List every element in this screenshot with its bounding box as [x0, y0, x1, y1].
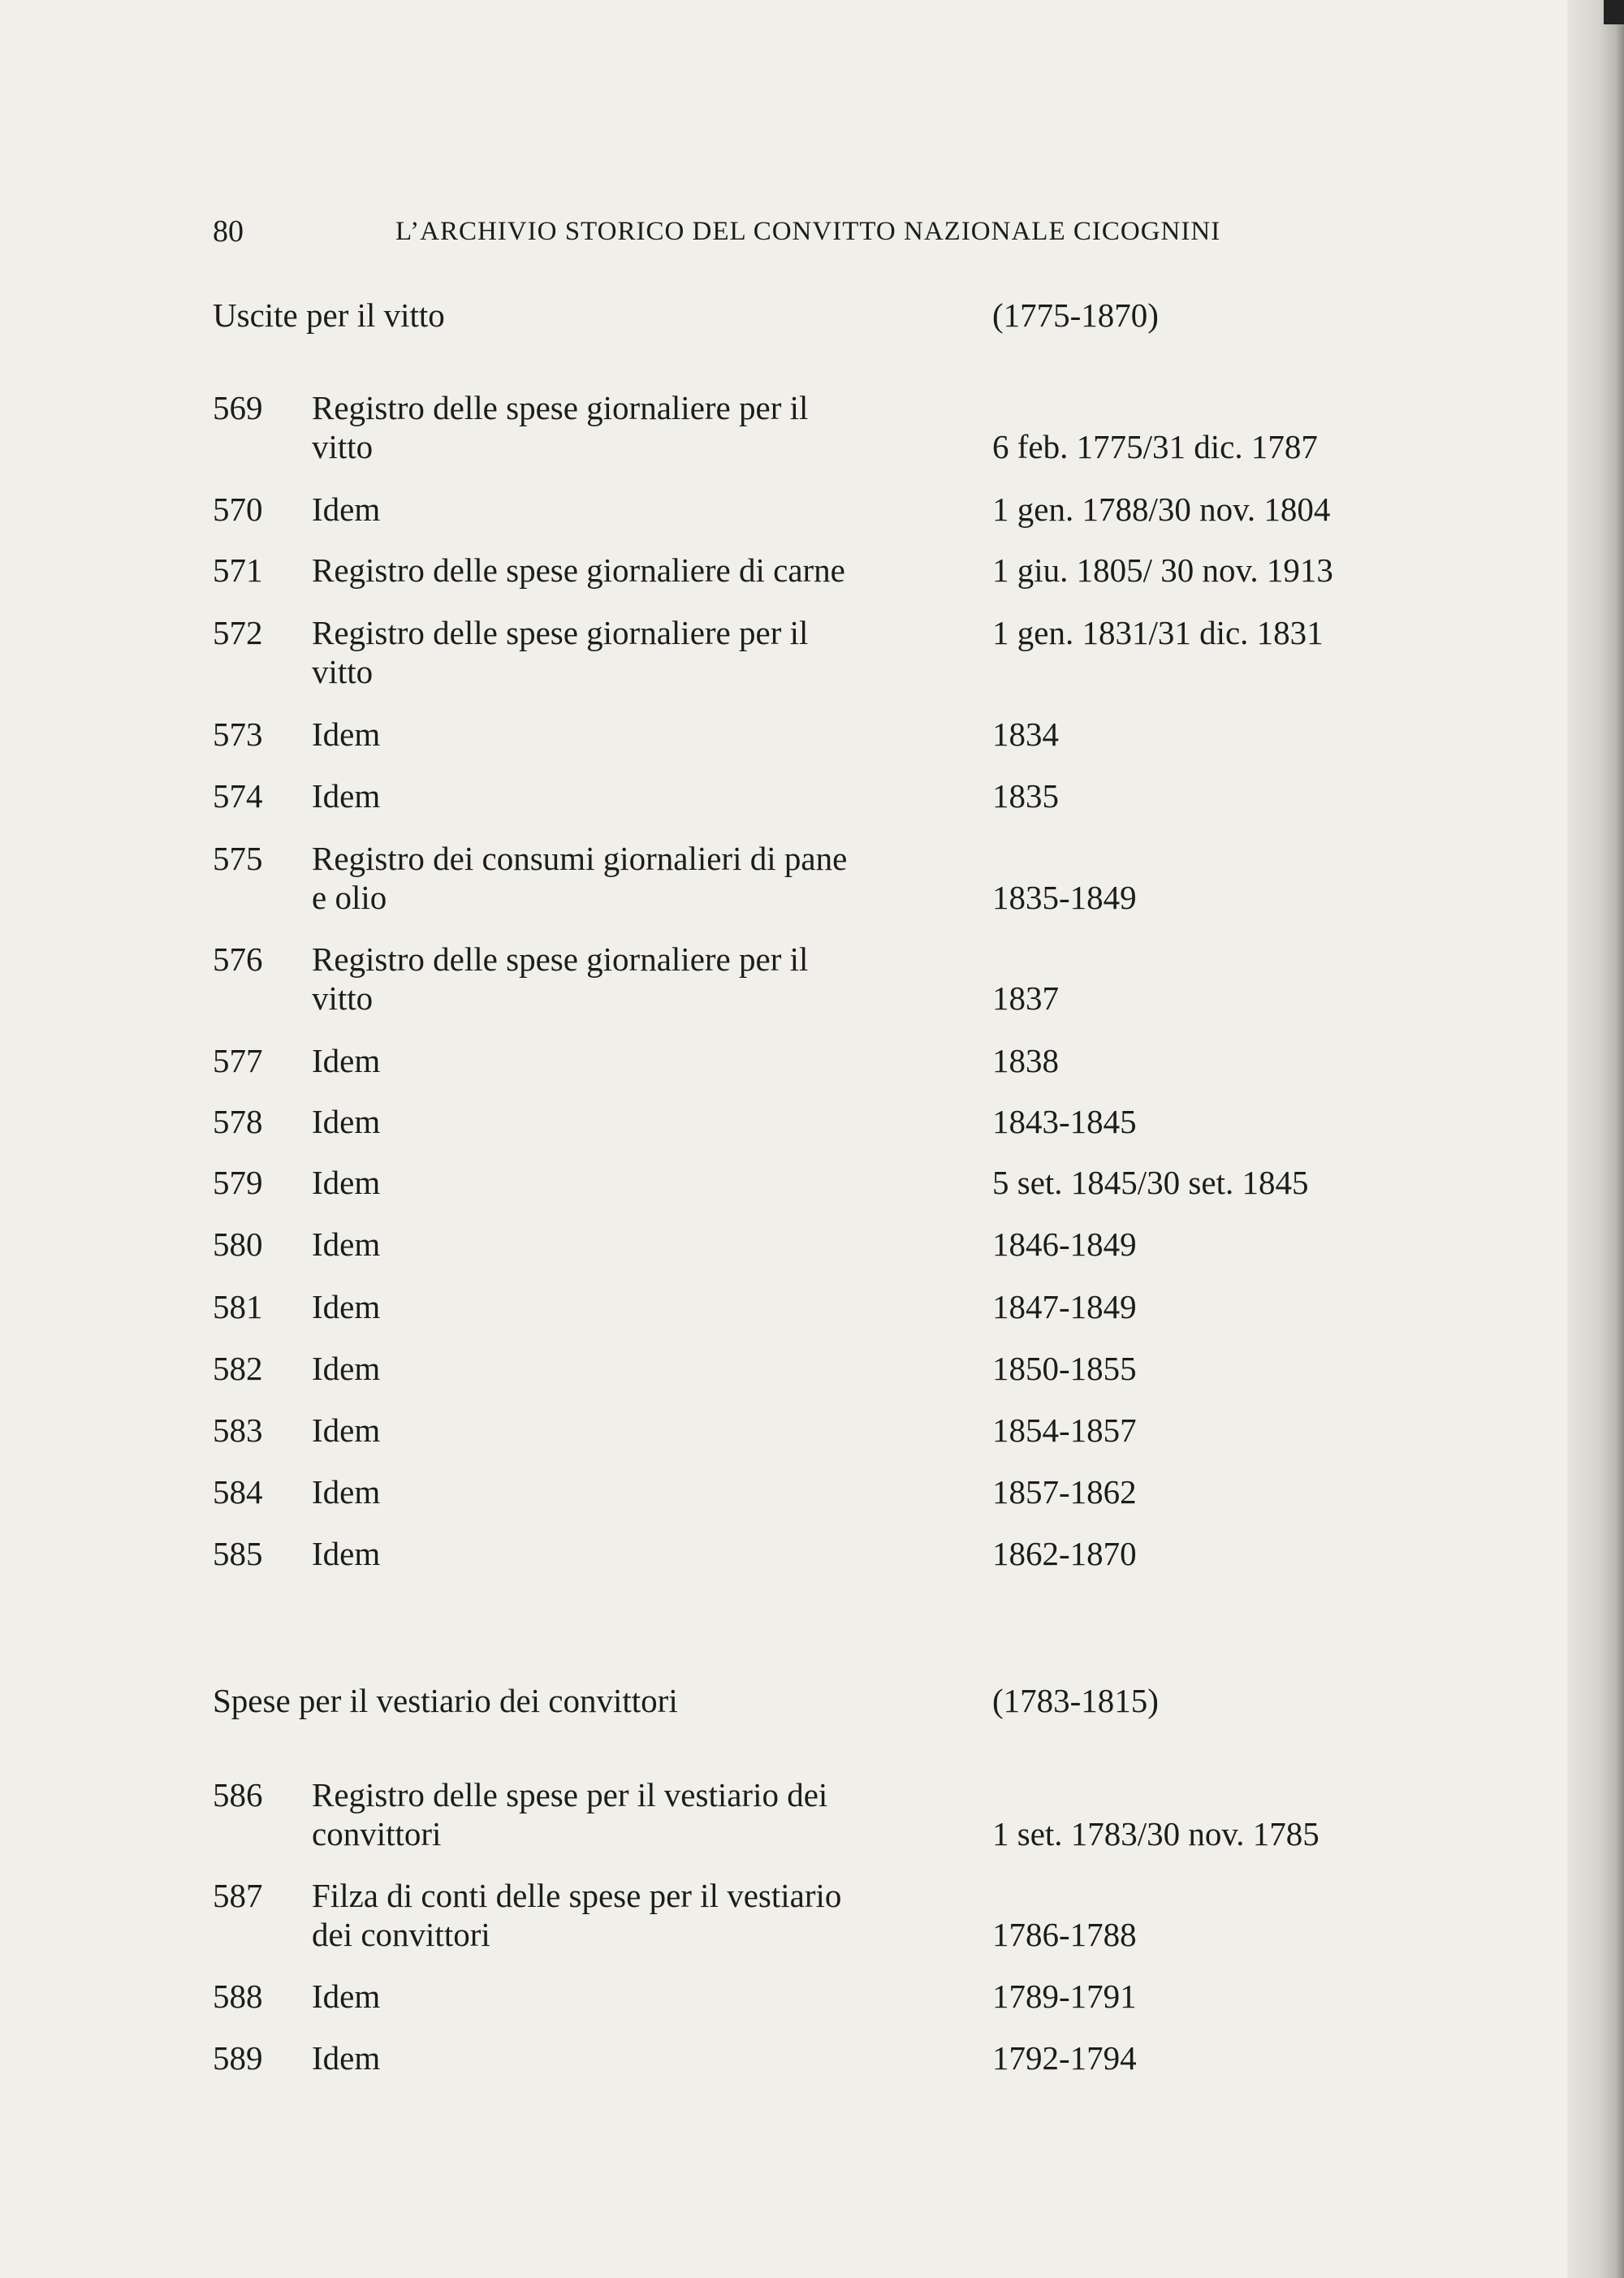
description-line: dei convittori — [312, 1916, 490, 1953]
book-edge-mark — [1604, 0, 1624, 24]
description-line: e olio — [312, 879, 387, 916]
item-number: 587 — [213, 1877, 263, 1914]
item-number: 580 — [213, 1225, 263, 1263]
item-number: 575 — [213, 840, 263, 877]
item-date: 1786-1788 — [992, 1916, 1137, 1953]
description-line: Idem — [312, 1103, 381, 1140]
book-gutter-shadow — [1567, 0, 1624, 2278]
description-line: Idem — [312, 1473, 381, 1511]
description-line: Filza di conti delle spese per il vestiario — [312, 1877, 842, 1914]
description-line: Registro delle spese giornaliere per il — [312, 389, 809, 426]
item-date: 1862-1870 — [992, 1535, 1137, 1572]
item-number: 571 — [213, 551, 263, 589]
item-date: 1843-1845 — [992, 1103, 1137, 1140]
description-line: vitto — [312, 653, 374, 690]
item-number: 577 — [213, 1042, 263, 1079]
description-line: Registro dei consumi giornalieri di pane — [312, 840, 848, 877]
description-line: Registro delle spese giornaliere per il — [312, 614, 809, 651]
description-line: Idem — [312, 1225, 381, 1263]
description-line: Idem — [312, 1350, 381, 1387]
item-number: 584 — [213, 1473, 263, 1511]
item-number: 569 — [213, 389, 263, 426]
description-line: Idem — [312, 1411, 381, 1449]
item-date: 1854-1857 — [992, 1411, 1137, 1449]
running-head: L’ARCHIVIO STORICO DEL CONVITTO NAZIONALE CICOGNINI — [395, 217, 1221, 246]
item-number: 582 — [213, 1350, 263, 1387]
item-number: 578 — [213, 1103, 263, 1140]
description-line: vitto — [312, 979, 374, 1017]
item-number: 581 — [213, 1288, 263, 1325]
item-date: 1789-1791 — [992, 1978, 1137, 2015]
section-date-range: (1783-1815) — [992, 1682, 1159, 1719]
item-date: 1838 — [992, 1042, 1059, 1079]
item-date: 1792-1794 — [992, 2039, 1137, 2077]
description-line: Idem — [312, 1978, 381, 2015]
item-date: 1847-1849 — [992, 1288, 1137, 1325]
item-date: 1846-1849 — [992, 1225, 1137, 1263]
description-line: vitto — [312, 428, 374, 465]
description-line: convittori — [312, 1815, 442, 1852]
item-number: 573 — [213, 715, 263, 753]
section-title: Uscite per il vitto — [213, 296, 445, 334]
item-number: 585 — [213, 1535, 263, 1572]
item-date: 1835 — [992, 777, 1059, 815]
item-date: 1 gen. 1831/31 dic. 1831 — [992, 614, 1324, 651]
section-date-range: (1775-1870) — [992, 296, 1159, 334]
item-date: 5 set. 1845/30 set. 1845 — [992, 1164, 1309, 1201]
item-date: 6 feb. 1775/31 dic. 1787 — [992, 428, 1318, 465]
page-number: 80 — [213, 214, 244, 249]
description-line: Idem — [312, 491, 381, 528]
item-number: 586 — [213, 1776, 263, 1813]
item-date: 1835-1849 — [992, 879, 1137, 916]
item-number: 574 — [213, 777, 263, 815]
item-number: 579 — [213, 1164, 263, 1201]
item-date: 1857-1862 — [992, 1473, 1137, 1511]
item-date: 1834 — [992, 715, 1059, 753]
description-line: Registro delle spese giornaliere di carne — [312, 551, 845, 589]
description-line: Idem — [312, 715, 381, 753]
item-date: 1 set. 1783/30 nov. 1785 — [992, 1815, 1320, 1852]
description-line: Idem — [312, 1164, 381, 1201]
item-number: 572 — [213, 614, 263, 651]
item-date: 1837 — [992, 979, 1059, 1017]
description-line: Idem — [312, 1042, 381, 1079]
description-line: Idem — [312, 1535, 381, 1572]
item-date: 1850-1855 — [992, 1350, 1137, 1387]
item-number: 588 — [213, 1978, 263, 2015]
item-number: 576 — [213, 940, 263, 978]
item-number: 570 — [213, 491, 263, 528]
description-line: Registro delle spese per il vestiario dei — [312, 1776, 828, 1813]
description-line: Idem — [312, 777, 381, 815]
item-date: 1 gen. 1788/30 nov. 1804 — [992, 491, 1331, 528]
item-date: 1 giu. 1805/ 30 nov. 1913 — [992, 551, 1333, 589]
item-number: 583 — [213, 1411, 263, 1449]
description-line: Idem — [312, 1288, 381, 1325]
description-line: Registro delle spese giornaliere per il — [312, 940, 809, 978]
item-number: 589 — [213, 2039, 263, 2077]
section-title: Spese per il vestiario dei convittori — [213, 1682, 678, 1719]
description-line: Idem — [312, 2039, 381, 2077]
